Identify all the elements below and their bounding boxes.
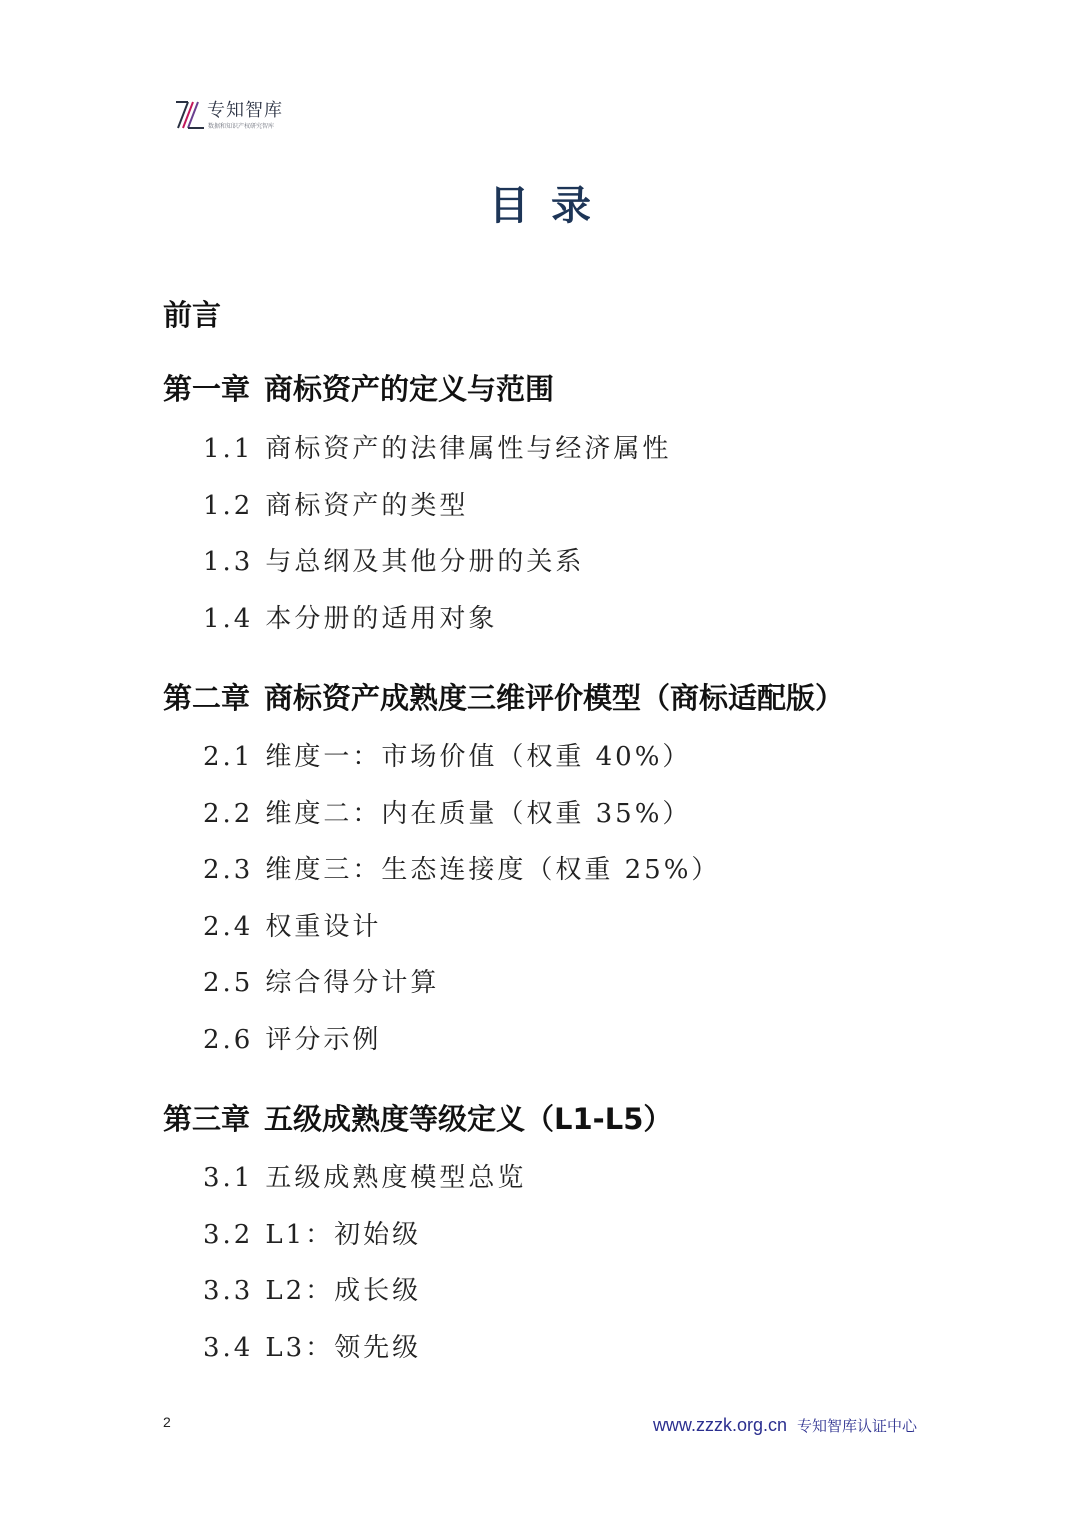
toc-entry-preface[interactable] <box>163 297 221 333</box>
toc-section-title: 维度三：生态连接度（权重 25%） <box>265 855 721 885</box>
toc-section-title: 商标资产的法律属性与经济属性 <box>265 434 672 464</box>
toc-section-number: 2.5 <box>203 968 254 998</box>
logo-tagline: 数据和知识产权研究智库 <box>208 123 275 130</box>
toc-entry-1-4[interactable] <box>203 602 497 636</box>
toc-entry-1-3[interactable] <box>203 545 584 579</box>
toc-entry-3-4[interactable] <box>203 1331 421 1365</box>
toc-section-title: 维度一：市场价值（权重 40%） <box>265 742 692 772</box>
toc-entry-1-1[interactable] <box>203 432 671 466</box>
toc-section-number: 1.4 <box>203 604 254 634</box>
toc-section-number: 2.2 <box>203 799 254 829</box>
logo-mark-icon <box>174 100 206 130</box>
toc-section-number: 1.2 <box>203 491 254 521</box>
toc-section-title: 与总纲及其他分册的关系 <box>265 547 585 577</box>
toc-section-title: L1：初始级 <box>265 1220 422 1250</box>
footer-org-name: 专知智库认证中心 <box>796 1417 917 1435</box>
toc-chapter-title: 商标资产的定义与范围 <box>264 372 555 406</box>
toc-section-title: L2：成长级 <box>265 1276 422 1306</box>
toc-entry-1-2[interactable] <box>203 489 468 523</box>
toc-chapter-label: 第二章 <box>163 681 251 715</box>
toc-entry-chapter-3[interactable] <box>163 1101 672 1137</box>
toc-section-number: 3.1 <box>203 1163 254 1193</box>
toc-entry-chapter-2[interactable] <box>163 680 844 716</box>
toc-section-number: 3.3 <box>203 1276 254 1306</box>
toc-entry-2-3[interactable] <box>203 853 720 887</box>
toc-entry-3-2[interactable] <box>203 1218 421 1252</box>
toc-section-title: 评分示例 <box>265 1025 382 1055</box>
footer-url-link[interactable]: www.zzzk.org.cn <box>652 1415 787 1435</box>
toc-chapter-title: 商标资产成熟度三维评价模型（商标适配版） <box>264 681 845 715</box>
toc-chapter-label: 前言 <box>163 298 222 332</box>
toc-section-title: 商标资产的类型 <box>265 491 469 521</box>
toc-section-title: 五级成熟度模型总览 <box>265 1163 527 1193</box>
toc-section-title: L3：领先级 <box>265 1333 422 1363</box>
toc-section-title: 本分册的适用对象 <box>265 604 498 634</box>
toc-section-title: 维度二：内在质量（权重 35%） <box>265 799 692 829</box>
toc-entry-2-2[interactable] <box>203 797 691 831</box>
toc-section-number: 3.2 <box>203 1220 254 1250</box>
toc-section-number: 2.6 <box>203 1025 254 1055</box>
toc-entry-2-1[interactable] <box>203 740 691 774</box>
toc-section-title: 综合得分计算 <box>265 968 440 998</box>
logo <box>174 100 374 136</box>
toc-entry-chapter-1[interactable] <box>163 371 554 407</box>
toc-chapter-label: 第一章 <box>163 372 251 406</box>
logo-name: 专知智库 <box>207 100 283 121</box>
toc-entry-3-1[interactable] <box>203 1161 526 1195</box>
toc-entry-2-5[interactable] <box>203 966 439 1000</box>
toc-section-number: 2.3 <box>203 855 254 885</box>
toc-title: 目录 <box>489 183 613 229</box>
footer <box>653 1414 917 1437</box>
page-number: 2 <box>163 1414 171 1430</box>
toc-entry-2-6[interactable] <box>203 1023 381 1057</box>
toc-section-number: 3.4 <box>203 1333 254 1363</box>
toc-section-title: 权重设计 <box>265 912 382 942</box>
toc-section-number: 2.1 <box>203 742 254 772</box>
toc-section-number: 1.1 <box>203 434 254 464</box>
toc-entry-3-3[interactable] <box>203 1274 421 1308</box>
toc-section-number: 1.3 <box>203 547 254 577</box>
toc-entry-2-4[interactable] <box>203 910 381 944</box>
toc-chapter-label: 第三章 <box>163 1102 251 1136</box>
toc-section-number: 2.4 <box>203 912 254 942</box>
toc-chapter-title: 五级成熟度等级定义（L1-L5） <box>264 1102 673 1136</box>
